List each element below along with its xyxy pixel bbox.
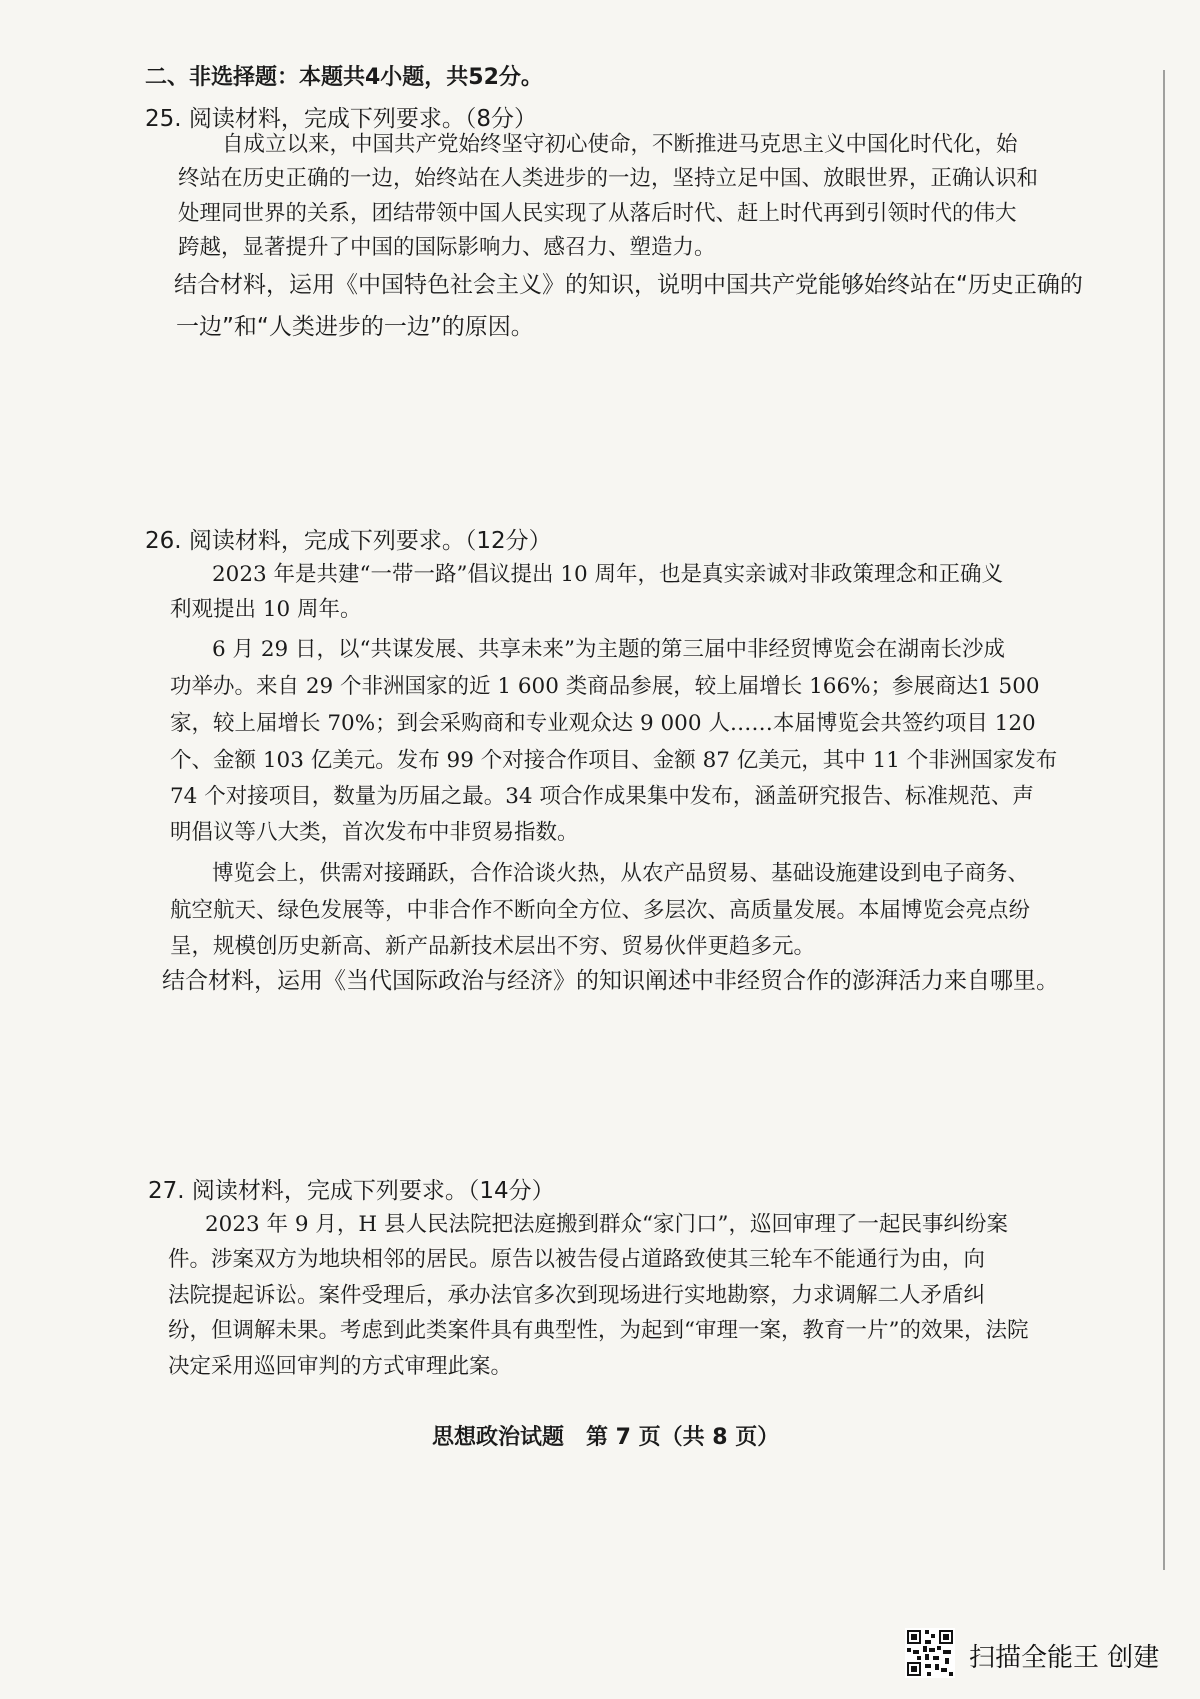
q27-material-line: 法院提起诉讼。案件受理后，承办法官多次到现场进行实地勘察，力求调解二人矛盾纠: [168, 1283, 986, 1308]
q26-material-line: 74 个对接项目，数量为历届之最。34 项合作成果集中发布，涵盖研究报告、标准规范、声: [170, 784, 1034, 809]
q27-material-line: 纷，但调解未果。考虑到此类案件具有典型性，为起到“审理一案，教育一片”的效果，法院: [168, 1318, 1029, 1343]
page-footer: 思想政治试题 第 7 页（共 8 页）: [432, 1425, 780, 1450]
q26-material-line: 航空航天、绿色发展等，中非合作不断向全方位、多层次、高质量发展。本届博览会亮点纷: [170, 898, 1031, 923]
q26-material-line: 利观提出 10 周年。: [170, 597, 362, 622]
q26-material-line: 呈，规模创历史新高、新产品新技术层出不穷、贸易伙伴更趋多元。: [170, 934, 816, 959]
q26-material-line: 家，较上届增长 70%；到会采购商和专业观众达 9 000 人……本届博览会共签约项目 120: [170, 711, 1036, 736]
question-26-heading: 26. 阅读材料，完成下列要求。（12分）: [145, 528, 552, 554]
scanner-watermark: [905, 1628, 1175, 1678]
q26-material-line: 2023 年是共建“一带一路”倡议提出 10 周年，也是真实亲诚对非政策理念和正确义: [212, 562, 1004, 587]
scan-edge-line: [1163, 70, 1165, 1570]
q25-material-line: 终站在历史正确的一边，始终站在人类进步的一边，坚持立足中国、放眼世界，正确认识和: [178, 166, 1039, 191]
q25-material-line: 处理同世界的关系，团结带领中国人民实现了从落后时代、赶上时代再到引领时代的伟大: [178, 201, 1017, 226]
qr-code-icon: [905, 1628, 955, 1678]
q26-material-line: 博览会上，供需对接踊跃，合作洽谈火热，从农产品贸易、基础设施建设到电子商务、: [212, 861, 1030, 886]
q26-material-line: 功举办。来自 29 个非洲国家的近 1 600 类商品参展，较上届增长 166%；参展商达1 500: [170, 674, 1040, 699]
question-27-heading: 27. 阅读材料，完成下列要求。（14分）: [148, 1178, 555, 1204]
question-25-heading: 25. 阅读材料，完成下列要求。（8分）: [145, 106, 538, 132]
q25-requirement-line: 结合材料，运用《中国特色社会主义》的知识，说明中国共产党能够始终站在“历史正确的: [174, 272, 1083, 298]
q25-material-line: 跨越，显著提升了中国的国际影响力、感召力、塑造力。: [178, 235, 716, 260]
q26-material-line: 6 月 29 日，以“共谋发展、共享未来”为主题的第三届中非经贸博览会在湖南长沙成: [212, 637, 1006, 662]
q26-requirement-line: 结合材料，运用《当代国际政治与经济》的知识阐述中非经贸合作的澎湃活力来自哪里。: [162, 968, 1059, 994]
q27-material-line: 件。涉案双方为地块相邻的居民。原告以被告侵占道路致使其三轮车不能通行为由，向: [168, 1247, 986, 1272]
q25-requirement-line: 一边”和“人类进步的一边”的原因。: [176, 314, 534, 340]
q26-material-line: 明倡议等八大类，首次发布中非贸易指数。: [170, 820, 579, 845]
q27-material-line: 决定采用巡回审判的方式审理此案。: [168, 1354, 513, 1379]
section-title: 二、非选择题：本题共4小题，共52分。: [145, 65, 543, 90]
q27-material-line: 2023 年 9 月，H 县人民法院把法庭搬到群众“家门口”，巡回审理了一起民事纠纷案: [205, 1212, 1008, 1237]
scanner-watermark-text: 扫描全能王 创建: [969, 1643, 1160, 1673]
q26-material-line: 个、金额 103 亿美元。发布 99 个对接合作项目、金额 87 亿美元，其中 11 个非洲国家发布: [170, 748, 1058, 773]
q25-material-line: 自成立以来，中国共产党始终坚守初心使命，不断推进马克思主义中国化时代化，始: [222, 132, 1018, 157]
